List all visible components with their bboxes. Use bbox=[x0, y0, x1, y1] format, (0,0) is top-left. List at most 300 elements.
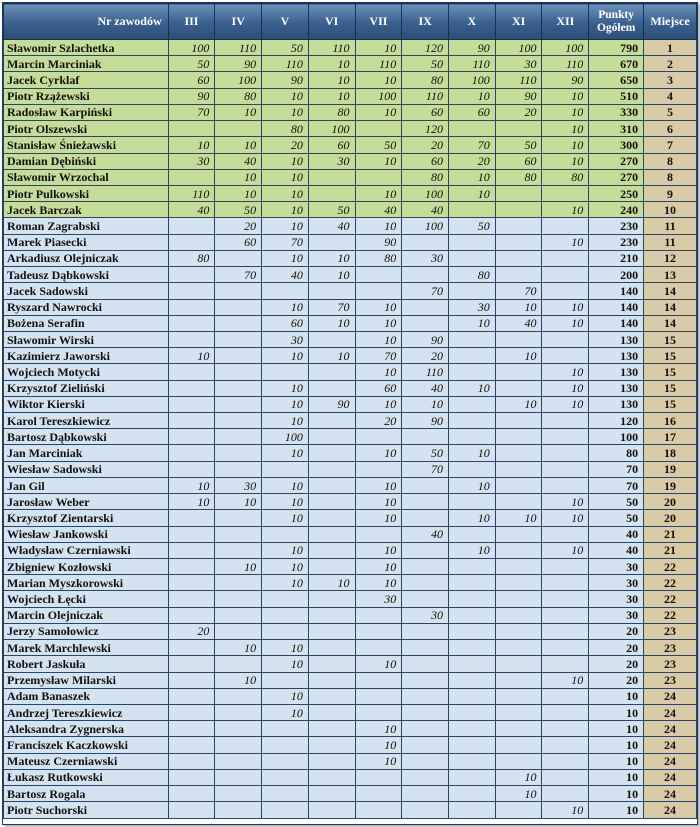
competitor-name: Aleksandra Zygnerska bbox=[4, 721, 169, 737]
round-score-cell: 10 bbox=[168, 348, 215, 364]
round-score-cell: 10 bbox=[449, 477, 496, 493]
round-score-cell: 20 bbox=[402, 348, 449, 364]
round-score-cell bbox=[495, 672, 542, 688]
round-score-cell: 10 bbox=[449, 510, 496, 526]
round-score-cell bbox=[308, 494, 355, 510]
table-row bbox=[4, 542, 697, 558]
round-score-cell bbox=[308, 656, 355, 672]
place-cell: 22 bbox=[644, 607, 697, 623]
round-score-cell: 100 bbox=[495, 40, 542, 56]
total-points-cell: 10 bbox=[589, 769, 644, 785]
round-score-cell: 10 bbox=[355, 40, 402, 56]
place-cell: 7 bbox=[644, 137, 697, 153]
round-score-cell bbox=[168, 688, 215, 704]
round-score-cell: 50 bbox=[402, 445, 449, 461]
round-score-cell: 10 bbox=[449, 88, 496, 104]
table-row bbox=[4, 202, 697, 218]
round-score-cell bbox=[308, 169, 355, 185]
table-row bbox=[4, 737, 697, 753]
total-points-cell: 120 bbox=[589, 413, 644, 429]
round-score-cell bbox=[355, 169, 402, 185]
round-score-cell bbox=[308, 477, 355, 493]
round-score-cell: 40 bbox=[402, 526, 449, 542]
total-points-cell: 40 bbox=[589, 526, 644, 542]
total-points-cell: 70 bbox=[589, 477, 644, 493]
round-score-cell: 10 bbox=[449, 315, 496, 331]
round-score-cell bbox=[449, 234, 496, 250]
round-score-cell: 10 bbox=[542, 380, 589, 396]
round-score-cell bbox=[449, 429, 496, 445]
round-score-cell bbox=[262, 364, 309, 380]
round-score-cell bbox=[215, 331, 262, 347]
round-score-cell: 110 bbox=[402, 88, 449, 104]
round-score-cell: 80 bbox=[215, 88, 262, 104]
competitor-name: Adam Banaszek bbox=[4, 688, 169, 704]
round-score-cell bbox=[308, 640, 355, 656]
round-score-cell bbox=[215, 769, 262, 785]
round-score-cell: 10 bbox=[449, 185, 496, 201]
round-score-cell: 10 bbox=[355, 153, 402, 169]
round-score-cell bbox=[215, 786, 262, 802]
table-body bbox=[4, 40, 697, 819]
round-score-cell: 10 bbox=[495, 348, 542, 364]
round-score-cell bbox=[402, 721, 449, 737]
round-score-cell: 40 bbox=[262, 267, 309, 283]
round-score-cell bbox=[495, 753, 542, 769]
round-score-cell: 50 bbox=[215, 202, 262, 218]
round-score-cell bbox=[542, 688, 589, 704]
round-score-cell: 10 bbox=[215, 104, 262, 120]
round-score-cell bbox=[402, 656, 449, 672]
round-score-cell: 90 bbox=[308, 396, 355, 412]
round-score-cell: 100 bbox=[215, 72, 262, 88]
round-score-cell bbox=[402, 737, 449, 753]
round-score-cell bbox=[215, 721, 262, 737]
competitor-name: Bartosz Rogala bbox=[4, 786, 169, 802]
round-score-cell bbox=[449, 721, 496, 737]
round-score-cell: 10 bbox=[495, 299, 542, 315]
round-score-cell: 90 bbox=[168, 88, 215, 104]
round-score-cell bbox=[542, 267, 589, 283]
total-points-cell: 80 bbox=[589, 445, 644, 461]
round-score-cell bbox=[495, 607, 542, 623]
table-row bbox=[4, 380, 697, 396]
round-score-cell bbox=[308, 672, 355, 688]
round-score-cell bbox=[402, 591, 449, 607]
round-score-cell bbox=[308, 721, 355, 737]
round-score-cell: 100 bbox=[542, 40, 589, 56]
place-cell: 22 bbox=[644, 559, 697, 575]
round-score-cell bbox=[495, 477, 542, 493]
round-score-cell: 10 bbox=[402, 396, 449, 412]
round-score-cell: 70 bbox=[402, 461, 449, 477]
round-score-cell bbox=[215, 591, 262, 607]
table-row bbox=[4, 526, 697, 542]
round-score-cell bbox=[449, 769, 496, 785]
round-score-cell bbox=[215, 445, 262, 461]
header-round-4: IV bbox=[215, 4, 262, 40]
round-score-cell: 90 bbox=[402, 331, 449, 347]
round-score-cell: 10 bbox=[355, 315, 402, 331]
round-score-cell bbox=[495, 575, 542, 591]
round-score-cell: 90 bbox=[215, 56, 262, 72]
competitor-name: Mateusz Czerniawski bbox=[4, 753, 169, 769]
round-score-cell: 30 bbox=[495, 56, 542, 72]
round-score-cell bbox=[215, 461, 262, 477]
place-cell: 24 bbox=[644, 769, 697, 785]
round-score-cell bbox=[168, 461, 215, 477]
round-score-cell bbox=[308, 461, 355, 477]
place-cell: 19 bbox=[644, 477, 697, 493]
total-points-cell: 140 bbox=[589, 299, 644, 315]
round-score-cell bbox=[355, 267, 402, 283]
round-score-cell bbox=[308, 688, 355, 704]
round-score-cell: 50 bbox=[308, 202, 355, 218]
table-row bbox=[4, 607, 697, 623]
round-score-cell bbox=[168, 413, 215, 429]
round-score-cell bbox=[308, 510, 355, 526]
round-score-cell: 20 bbox=[402, 137, 449, 153]
round-score-cell bbox=[402, 688, 449, 704]
round-score-cell bbox=[449, 640, 496, 656]
round-score-cell bbox=[449, 786, 496, 802]
competitor-name: Marcin Olejniczak bbox=[4, 607, 169, 623]
competitor-name: Piotr Suchorski bbox=[4, 802, 169, 818]
competitor-name: Robert Jaskuła bbox=[4, 656, 169, 672]
round-score-cell bbox=[449, 348, 496, 364]
place-cell: 8 bbox=[644, 169, 697, 185]
round-score-cell: 70 bbox=[215, 267, 262, 283]
round-score-cell: 70 bbox=[308, 299, 355, 315]
round-score-cell bbox=[449, 250, 496, 266]
place-cell: 2 bbox=[644, 56, 697, 72]
round-score-cell bbox=[355, 704, 402, 720]
place-cell: 14 bbox=[644, 315, 697, 331]
round-score-cell: 60 bbox=[262, 315, 309, 331]
round-score-cell bbox=[495, 185, 542, 201]
table-row bbox=[4, 299, 697, 315]
round-score-cell bbox=[402, 315, 449, 331]
round-score-cell: 10 bbox=[262, 380, 309, 396]
round-score-cell bbox=[355, 429, 402, 445]
round-score-cell bbox=[308, 559, 355, 575]
table-row bbox=[4, 250, 697, 266]
round-score-cell bbox=[495, 688, 542, 704]
round-score-cell: 100 bbox=[449, 72, 496, 88]
competitor-name: Jacek Sadowski bbox=[4, 283, 169, 299]
header-name-col: Nr zawodów bbox=[4, 4, 169, 40]
round-score-cell bbox=[168, 575, 215, 591]
round-score-cell: 80 bbox=[449, 267, 496, 283]
round-score-cell: 10 bbox=[542, 202, 589, 218]
table-row bbox=[4, 267, 697, 283]
round-score-cell bbox=[542, 737, 589, 753]
round-score-cell: 10 bbox=[215, 494, 262, 510]
round-score-cell bbox=[168, 672, 215, 688]
round-score-cell: 20 bbox=[355, 413, 402, 429]
total-points-cell: 10 bbox=[589, 737, 644, 753]
round-score-cell bbox=[402, 704, 449, 720]
table-row bbox=[4, 137, 697, 153]
total-points-cell: 10 bbox=[589, 786, 644, 802]
round-score-cell: 90 bbox=[355, 234, 402, 250]
round-score-cell bbox=[215, 380, 262, 396]
round-score-cell bbox=[168, 429, 215, 445]
round-score-cell bbox=[449, 802, 496, 818]
round-score-cell bbox=[308, 380, 355, 396]
round-score-cell bbox=[215, 623, 262, 639]
competitor-name: Arkadiusz Olejniczak bbox=[4, 250, 169, 266]
competitor-name: Bartosz Dąbkowski bbox=[4, 429, 169, 445]
round-score-cell: 10 bbox=[308, 88, 355, 104]
place-cell: 8 bbox=[644, 153, 697, 169]
total-points-cell: 10 bbox=[589, 721, 644, 737]
total-points-cell: 230 bbox=[589, 218, 644, 234]
place-cell: 19 bbox=[644, 461, 697, 477]
round-score-cell bbox=[308, 331, 355, 347]
table-row bbox=[4, 721, 697, 737]
round-score-cell: 110 bbox=[402, 364, 449, 380]
round-score-cell: 20 bbox=[215, 218, 262, 234]
round-score-cell: 90 bbox=[495, 88, 542, 104]
round-score-cell bbox=[449, 331, 496, 347]
round-score-cell bbox=[495, 331, 542, 347]
place-cell: 15 bbox=[644, 396, 697, 412]
table-row bbox=[4, 445, 697, 461]
table-row bbox=[4, 185, 697, 201]
round-score-cell bbox=[168, 542, 215, 558]
place-cell: 10 bbox=[644, 202, 697, 218]
round-score-cell bbox=[215, 656, 262, 672]
header-row bbox=[4, 4, 697, 40]
round-score-cell: 10 bbox=[308, 315, 355, 331]
round-score-cell: 10 bbox=[355, 510, 402, 526]
round-score-cell: 10 bbox=[355, 396, 402, 412]
round-score-cell bbox=[308, 623, 355, 639]
round-score-cell bbox=[168, 234, 215, 250]
total-points-cell: 40 bbox=[589, 542, 644, 558]
competitor-name: Jerzy Samołowicz bbox=[4, 623, 169, 639]
round-score-cell bbox=[402, 640, 449, 656]
competitor-name: Wojciech Motycki bbox=[4, 364, 169, 380]
competitor-name: Wiktor Kierski bbox=[4, 396, 169, 412]
round-score-cell: 10 bbox=[355, 331, 402, 347]
total-points-cell: 240 bbox=[589, 202, 644, 218]
round-score-cell: 40 bbox=[168, 202, 215, 218]
round-score-cell bbox=[402, 802, 449, 818]
table-row bbox=[4, 315, 697, 331]
round-score-cell: 80 bbox=[495, 169, 542, 185]
round-score-cell bbox=[308, 591, 355, 607]
round-score-cell: 30 bbox=[168, 153, 215, 169]
round-score-cell bbox=[449, 704, 496, 720]
round-score-cell: 10 bbox=[355, 656, 402, 672]
round-score-cell bbox=[262, 769, 309, 785]
round-score-cell: 10 bbox=[355, 218, 402, 234]
round-score-cell bbox=[215, 704, 262, 720]
round-score-cell: 90 bbox=[262, 72, 309, 88]
round-score-cell bbox=[542, 769, 589, 785]
competitor-name: Wiesław Sadowski bbox=[4, 461, 169, 477]
round-score-cell: 10 bbox=[262, 640, 309, 656]
round-score-cell bbox=[542, 218, 589, 234]
place-cell: 14 bbox=[644, 299, 697, 315]
total-points-cell: 30 bbox=[589, 591, 644, 607]
table-row bbox=[4, 640, 697, 656]
round-score-cell: 80 bbox=[308, 104, 355, 120]
round-score-cell bbox=[168, 445, 215, 461]
round-score-cell bbox=[402, 672, 449, 688]
round-score-cell bbox=[495, 380, 542, 396]
round-score-cell bbox=[449, 737, 496, 753]
round-score-cell: 90 bbox=[542, 72, 589, 88]
place-cell: 4 bbox=[644, 88, 697, 104]
place-cell: 20 bbox=[644, 494, 697, 510]
round-score-cell: 10 bbox=[262, 510, 309, 526]
round-score-cell bbox=[355, 688, 402, 704]
round-score-cell bbox=[542, 607, 589, 623]
round-score-cell bbox=[495, 542, 542, 558]
round-score-cell: 40 bbox=[215, 153, 262, 169]
round-score-cell bbox=[495, 704, 542, 720]
table-header bbox=[4, 4, 697, 40]
round-score-cell: 10 bbox=[542, 104, 589, 120]
round-score-cell: 10 bbox=[308, 56, 355, 72]
total-points-cell: 20 bbox=[589, 656, 644, 672]
table-row bbox=[4, 753, 697, 769]
round-score-cell: 30 bbox=[355, 591, 402, 607]
competitor-name: Marian Myszkorowski bbox=[4, 575, 169, 591]
competitor-name: Marcin Marciniak bbox=[4, 56, 169, 72]
round-score-cell: 20 bbox=[449, 153, 496, 169]
round-score-cell: 50 bbox=[495, 137, 542, 153]
round-score-cell bbox=[215, 348, 262, 364]
competitor-name: Sławomir Wirski bbox=[4, 331, 169, 347]
competitor-name: Jacek Cyrklaf bbox=[4, 72, 169, 88]
round-score-cell bbox=[215, 315, 262, 331]
round-score-cell bbox=[495, 640, 542, 656]
round-score-cell bbox=[262, 786, 309, 802]
round-score-cell: 40 bbox=[402, 202, 449, 218]
round-score-cell bbox=[308, 234, 355, 250]
round-score-cell: 110 bbox=[262, 56, 309, 72]
round-score-cell bbox=[355, 121, 402, 137]
table-row bbox=[4, 559, 697, 575]
round-score-cell bbox=[542, 185, 589, 201]
total-points-cell: 200 bbox=[589, 267, 644, 283]
round-score-cell bbox=[168, 218, 215, 234]
round-score-cell bbox=[262, 623, 309, 639]
table-row bbox=[4, 121, 697, 137]
round-score-cell: 10 bbox=[262, 250, 309, 266]
round-score-cell bbox=[449, 202, 496, 218]
round-score-cell: 100 bbox=[402, 185, 449, 201]
competitor-name: Marek Piasecki bbox=[4, 234, 169, 250]
round-score-cell: 10 bbox=[355, 364, 402, 380]
round-score-cell bbox=[449, 607, 496, 623]
place-cell: 5 bbox=[644, 104, 697, 120]
round-score-cell: 10 bbox=[168, 137, 215, 153]
table-row bbox=[4, 153, 697, 169]
round-score-cell bbox=[402, 575, 449, 591]
round-score-cell: 10 bbox=[542, 672, 589, 688]
round-score-cell bbox=[542, 753, 589, 769]
round-score-cell: 10 bbox=[355, 737, 402, 753]
round-score-cell bbox=[449, 526, 496, 542]
round-score-cell: 10 bbox=[262, 299, 309, 315]
round-score-cell bbox=[168, 753, 215, 769]
place-cell: 17 bbox=[644, 429, 697, 445]
round-score-cell bbox=[215, 429, 262, 445]
round-score-cell: 90 bbox=[449, 40, 496, 56]
round-score-cell bbox=[262, 461, 309, 477]
round-score-cell bbox=[355, 640, 402, 656]
round-score-cell bbox=[402, 477, 449, 493]
table-row bbox=[4, 494, 697, 510]
total-points-cell: 130 bbox=[589, 380, 644, 396]
header-place: Miejsce bbox=[644, 4, 697, 40]
place-cell: 24 bbox=[644, 737, 697, 753]
table-row bbox=[4, 477, 697, 493]
round-score-cell: 10 bbox=[262, 88, 309, 104]
round-score-cell: 10 bbox=[262, 218, 309, 234]
round-score-cell bbox=[402, 753, 449, 769]
round-score-cell bbox=[355, 802, 402, 818]
place-cell: 21 bbox=[644, 526, 697, 542]
round-score-cell bbox=[168, 526, 215, 542]
round-score-cell bbox=[402, 299, 449, 315]
round-score-cell bbox=[449, 559, 496, 575]
table-row bbox=[4, 283, 697, 299]
round-score-cell: 10 bbox=[262, 169, 309, 185]
round-score-cell: 10 bbox=[262, 445, 309, 461]
round-score-cell bbox=[168, 315, 215, 331]
header-round-11: XI bbox=[495, 4, 542, 40]
competitor-name: Ryszard Nawrocki bbox=[4, 299, 169, 315]
round-score-cell: 50 bbox=[449, 218, 496, 234]
round-score-cell bbox=[449, 283, 496, 299]
table-row bbox=[4, 348, 697, 364]
round-score-cell bbox=[168, 299, 215, 315]
table-row bbox=[4, 656, 697, 672]
round-score-cell: 10 bbox=[262, 348, 309, 364]
total-points-cell: 20 bbox=[589, 623, 644, 639]
round-score-cell bbox=[262, 526, 309, 542]
round-score-cell bbox=[308, 526, 355, 542]
round-score-cell bbox=[495, 218, 542, 234]
round-score-cell: 10 bbox=[262, 413, 309, 429]
total-points-cell: 270 bbox=[589, 153, 644, 169]
round-score-cell bbox=[495, 656, 542, 672]
round-score-cell bbox=[355, 672, 402, 688]
total-points-cell: 130 bbox=[589, 331, 644, 347]
round-score-cell bbox=[308, 769, 355, 785]
round-score-cell bbox=[168, 721, 215, 737]
round-score-cell bbox=[542, 704, 589, 720]
round-score-cell bbox=[449, 688, 496, 704]
competitor-name: Tadeusz Dąbkowski bbox=[4, 267, 169, 283]
place-cell: 15 bbox=[644, 364, 697, 380]
round-score-cell bbox=[542, 461, 589, 477]
round-score-cell bbox=[168, 331, 215, 347]
round-score-cell bbox=[215, 510, 262, 526]
round-score-cell bbox=[215, 283, 262, 299]
round-score-cell bbox=[402, 429, 449, 445]
round-score-cell bbox=[542, 640, 589, 656]
table-row bbox=[4, 769, 697, 785]
total-points-cell: 250 bbox=[589, 185, 644, 201]
competitor-name: Piotr Pulkowski bbox=[4, 185, 169, 201]
